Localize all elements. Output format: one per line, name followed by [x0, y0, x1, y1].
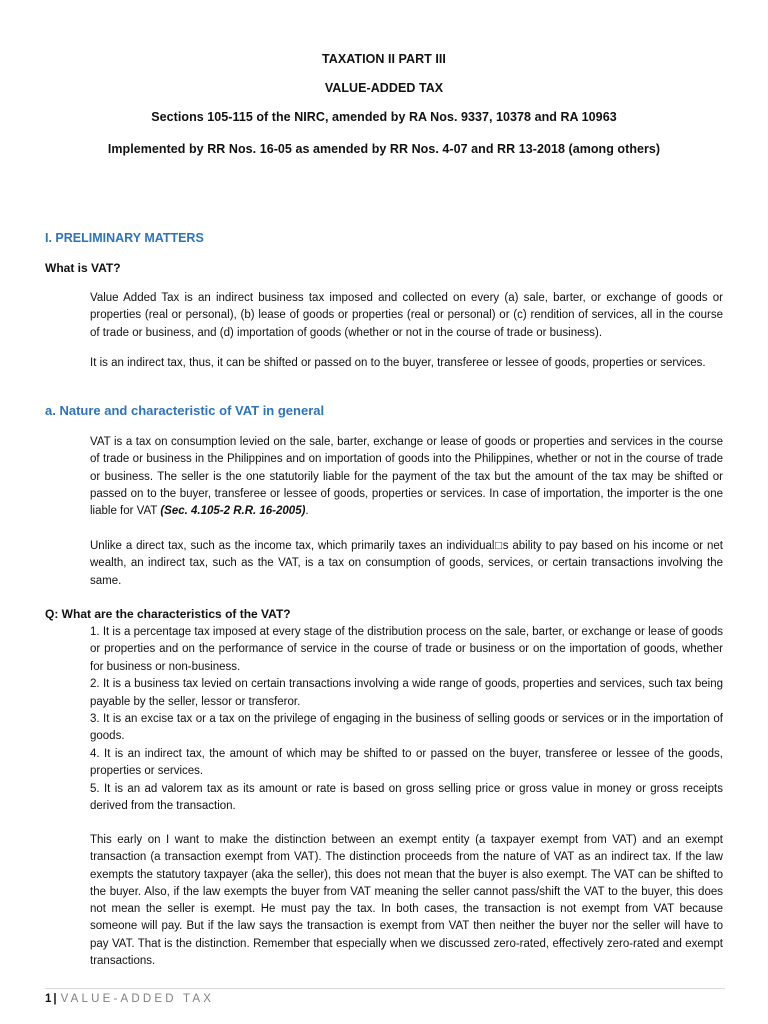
footer-title: VALUE-ADDED TAX	[60, 993, 215, 1005]
list-item: 4. It is an indirect tax, the amount of which may be shifted to or passed on the buyer, transferee or lessee of the goods, properties or services.	[90, 747, 723, 778]
list-item: 2. It is a business tax levied on certain transactions involving a wide range of goods, properties and services, such tax being payable by the seller, lessor or transferor.	[90, 678, 723, 708]
citation: (Sec. 4.105-2 R.R. 16-2005)	[160, 505, 306, 518]
direct-vs-indirect-paragraph: Unlike a direct tax, such as the income tax, which primarily taxes an individual□s ability to pay based on his income or net wealth, an indirect tax, such as the VAT, is a tax on consumption of goods, services, or certain transactions involving the same.	[90, 540, 723, 587]
regulation-reference: Implemented by RR Nos. 16-05 as amended by RR Nos. 4-07 and RR 13-2018 (among others)	[107, 142, 661, 156]
question-characteristics: Q: What are the characteristics of the VAT?	[45, 607, 291, 621]
statute-reference: Sections 105-115 of the NIRC, amended by RA Nos. 9337, 10378 and RA 10963	[151, 110, 617, 124]
indirect-tax-paragraph: It is an indirect tax, thus, it can be shifted or passed on to the buyer, transferee or lessee of goods, properties or services.	[90, 357, 706, 369]
nature-paragraph-text: VAT is a tax on consumption levied on the sale, barter, exchange or lease of goods or properties and services in the course of trade or business in the Philippines and on importation of goods into the Philippines, whether or not in the course of trade or business. The seller is the one statutorily liable for the payment of the tax but the amount of the tax may be shifted or passed on to the buyer, transferee or lessee of goods, properties or services. In case of importation, the importer is the one liable for VAT	[90, 436, 723, 518]
nature-paragraph	[90, 434, 723, 520]
page-footer	[45, 988, 725, 1005]
list-item: 5. It is an ad valorem tax as its amount or rate is based on gross selling price or gross value in money or gross receipts derived from the transaction.	[90, 782, 723, 813]
question-what-is-vat: What is VAT?	[45, 261, 121, 275]
document-subtitle: VALUE-ADDED TAX	[324, 81, 444, 95]
subsection-heading-nature: a. Nature and characteristic of VAT in general	[45, 403, 325, 418]
vat-definition-paragraph: Value Added Tax is an indirect business tax imposed and collected on every (a) sale, barter, or exchange of goods or properties (real or personal), (b) lease of goods or properties (real or personal) or (c) rendition of services, all in the course of trade or business, and (d) importation of goods (whether or not in the course of trade or business).	[90, 292, 723, 339]
list-item: 1. It is a percentage tax imposed at every stage of the distribution process on the sale, barter, or exchange or lease of goods or properties and on the performance of service in the course of trade or business or on the importation of goods, whether for business or non-business.	[90, 626, 723, 673]
characteristics-list	[90, 624, 723, 815]
footer-separator: |	[53, 993, 57, 1005]
list-item: 3. It is an excise tax or a tax on the privilege of engaging in the business of selling goods or services or in the importation of goods.	[90, 713, 723, 743]
document-title: TAXATION II PART III	[322, 52, 446, 66]
citation-period: .	[305, 505, 309, 518]
page-number: 1	[45, 993, 52, 1005]
section-heading-preliminary: I. PRELIMINARY MATTERS	[45, 231, 204, 245]
exempt-distinction-paragraph: This early on I want to make the distinction between an exempt entity (a taxpayer exempt from VAT) and an exempt transaction (a transaction exempt from VAT). The distinction proceeds from the nature of VAT as an indirect tax. If the law exempts the statutory taxpayer (aka the seller), this does not mean that the buyer is also exempt. The VAT can be shifted to the buyer. Also, if the law exempts the buyer from VAT meaning the seller cannot pass/shift the VAT to the buyer, this does not mean the seller is exempt. He must pay the tax. In both cases, the transaction is not exempt from VAT because someone will pay. But if the law says the transaction is exempt from VAT then neither the buyer nor the seller will have to pay VAT. That is the distinction. Remember that especially when we discussed zero-rated, effectively zero-rated and exempt transactions.	[90, 834, 723, 968]
